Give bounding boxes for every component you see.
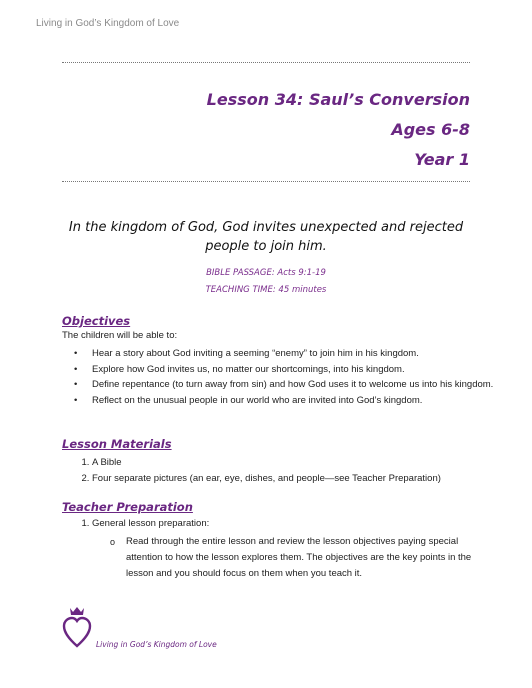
lesson-year: Year 1 — [414, 150, 470, 169]
running-header: Living in God’s Kingdom of Love — [36, 18, 180, 29]
list-item: 1. A Bible — [92, 455, 496, 471]
list-item: • Explore how God invites us, no matter our shortcomings, into his kingdom. — [92, 362, 496, 378]
bible-passage: BIBLE PASSAGE: Acts 9:1-19 — [206, 268, 326, 278]
lesson-title: Lesson 34: Saul’s Conversion — [206, 90, 470, 109]
lesson-theme: In the kingdom of God, God invites unexpected and rejected people to join him. — [68, 220, 464, 254]
preparation-item-label: General lesson preparation: — [92, 518, 210, 529]
list-item: • Define repentance (to turn away from sin) and how God uses it to welcome us into his kingdom. — [92, 377, 496, 393]
crowned-heart-icon — [62, 604, 92, 655]
top-divider — [62, 62, 470, 63]
teaching-time: TEACHING TIME: 45 minutes — [205, 285, 327, 295]
materials-heading: Lesson Materials — [62, 437, 172, 451]
list-item: 2. Four separate pictures (an ear, eye, dishes, and people—see Teacher Preparation) — [92, 471, 496, 487]
bottom-divider — [62, 181, 470, 182]
list-item — [92, 516, 496, 582]
objectives-intro: The children will be able to: — [62, 330, 178, 341]
list-item: • Hear a story about God inviting a seeming “enemy” to join him in his kingdom. — [92, 346, 496, 362]
preparation-list — [62, 516, 496, 582]
footer-text: Living in God’s Kingdom of Love — [96, 640, 217, 649]
materials-list — [62, 455, 496, 487]
preparation-sublist — [92, 534, 496, 582]
objectives-list — [62, 346, 496, 408]
list-item: • Reflect on the unusual people in our world who are invited into God’s kingdom. — [92, 393, 496, 409]
lesson-ages: Ages 6-8 — [391, 120, 470, 139]
preparation-heading: Teacher Preparation — [62, 500, 193, 514]
objectives-heading: Objectives — [62, 314, 131, 328]
list-item: o Read through the entire lesson and review the lesson objectives paying special attention to how the lesson explores them. The objectives are the key points in the lesson and you should focus on them when you teach it. — [126, 534, 496, 582]
